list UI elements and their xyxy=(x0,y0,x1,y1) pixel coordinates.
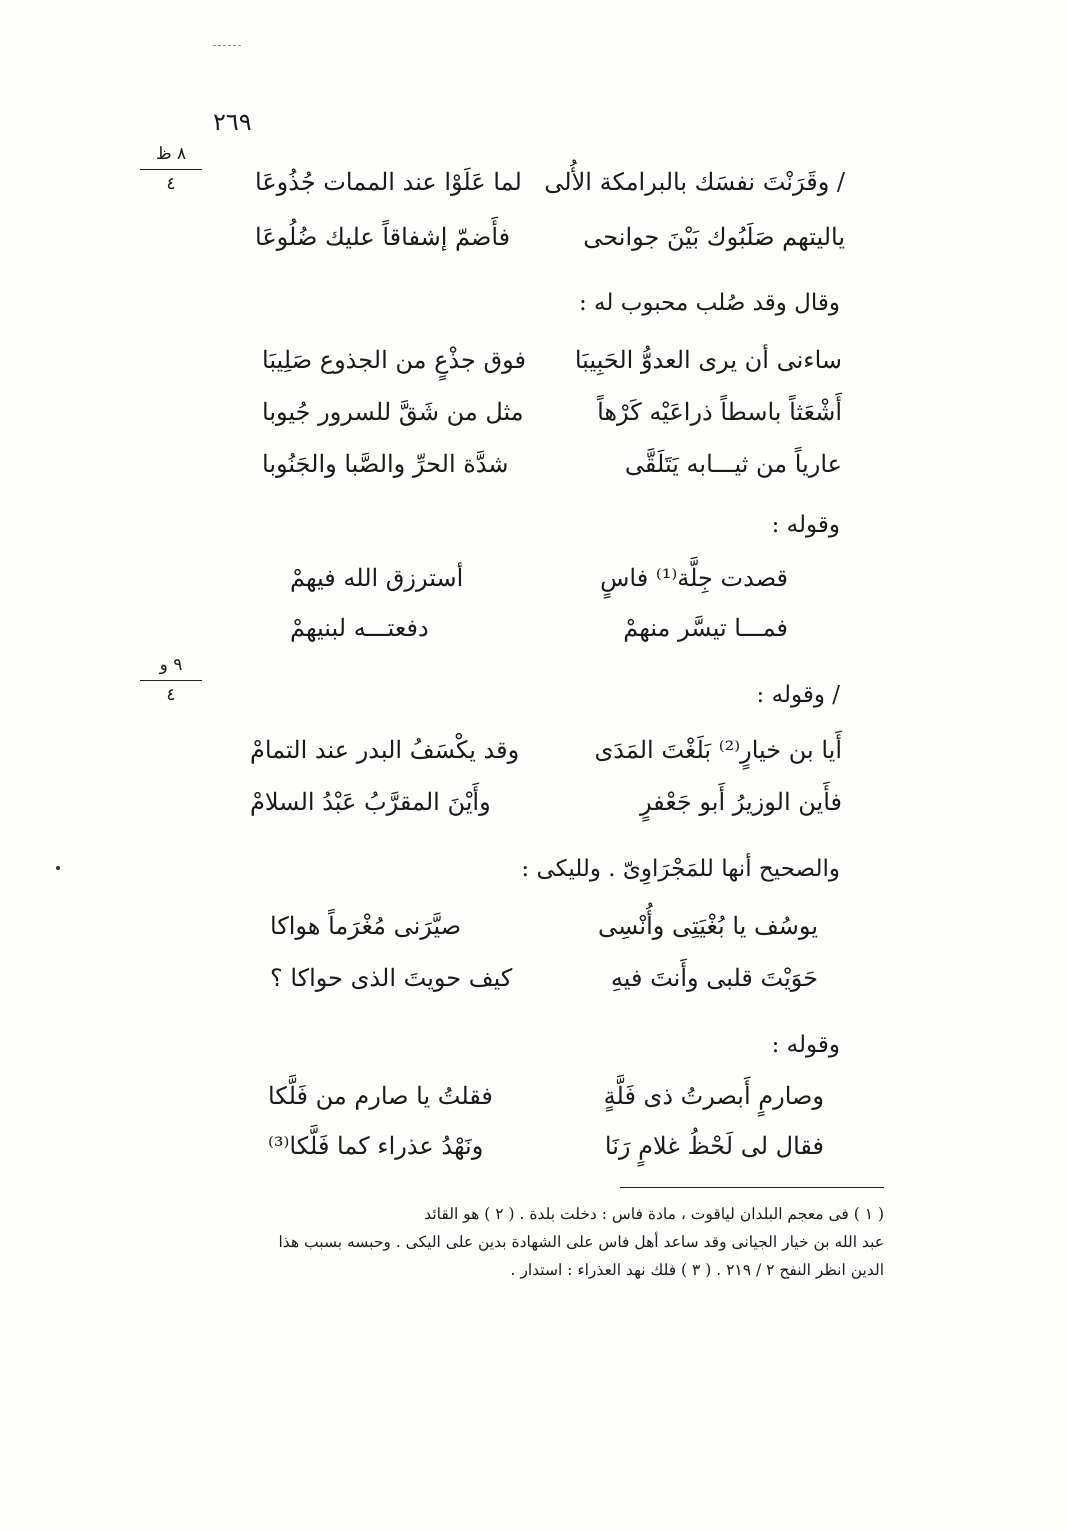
verse-second-hemistich: صيَّرَنى مُغْرَماً هواكا xyxy=(270,912,462,940)
verse-second-hemistich: فأَضمّ إشفاقاً عليك ضُلُوعَا xyxy=(255,223,511,251)
verse-first-hemistich: قصدت جِلَّة⁽¹⁾ فاسٍ xyxy=(600,564,788,592)
scan-artifact xyxy=(213,45,241,46)
verse-first-hemistich: فقال لى لَحْظُ غلامٍ رَنَا xyxy=(604,1132,824,1160)
folio-label: ٩ و xyxy=(159,655,183,675)
poem-introduction: / وقوله : xyxy=(756,682,840,708)
folio-number: ٤ xyxy=(166,685,176,705)
verse-first-hemistich: فأَين الوزيرُ أَبو جَعْفرٍ xyxy=(639,788,842,816)
poem-introduction: وقوله : xyxy=(771,1032,840,1058)
poem-introduction: وقوله : xyxy=(771,512,840,538)
verse-first-hemistich: ياليتهم صَلَبُوك بَيْنَ جوانحى xyxy=(583,223,845,251)
verse-first-hemistich: فمـــا تيسَّر منهمْ xyxy=(623,614,788,642)
footnote-separator xyxy=(620,1187,884,1188)
folio-number: ٤ xyxy=(166,174,176,194)
verse-second-hemistich: كيف حويتَ الذى حواكا ؟ xyxy=(270,964,513,992)
verse-second-hemistich: مثل من شَقَّ للسرور جُيوبا xyxy=(262,398,524,426)
verse-second-hemistich: دفعتـــه لبنيهمْ xyxy=(290,614,429,642)
verse-first-hemistich: وصارمٍ أَبصرتُ ذى فَلَّةٍ xyxy=(603,1082,824,1110)
verse-second-hemistich: فقلتُ يا صارم من فَلَّكا xyxy=(268,1082,493,1110)
verse-second-hemistich: وقد يكْسَفُ البدر عند التمامْ xyxy=(250,736,520,764)
verse-first-hemistich: أَيا بن خيارٍ⁽²⁾ بَلَغْتَ المَدَى xyxy=(594,736,842,764)
verse-first-hemistich: ساءنى أن يرى العدوُّ الحَبِيبَا xyxy=(574,346,842,374)
footnote-line: ( ١ ) فى معجم البلدان لياقوت ، مادة فاس : دخلت بلدة . ( ٢ ) هو القائد xyxy=(424,1205,884,1223)
verse-first-hemistich: أَشْعَثاً باسطاً ذراعَيْه كَرْهاً xyxy=(597,398,842,426)
footnote-line: عبد الله بن خيار الجيانى وقد ساعد أهل فاس على الشهادة بدين على اليكى . وحبسه بسبب هذا xyxy=(278,1233,884,1251)
verse-second-hemistich: أسترزق الله فيهمْ xyxy=(290,564,464,592)
folio-label: ٨ ظ xyxy=(155,144,187,164)
folio-marker xyxy=(140,146,202,193)
verse-first-hemistich: حَوَيْتَ قلبى وأَنتَ فيهِ xyxy=(610,964,818,992)
verse-second-hemistich: ونَهْدُ عذراء كما فَلَّكا⁽³⁾ xyxy=(268,1132,484,1160)
verse-second-hemistich: فوق جذْعٍ من الجذوع صَلِيبَا xyxy=(262,346,526,374)
verse-first-hemistich: عارياً من ثيـــابه يَتَلَقَّى xyxy=(624,450,842,478)
scan-speck xyxy=(56,866,60,870)
footnote-line: الدين انظر النفح ٢ / ٢١٩ . ( ٣ ) فلك نهد العذراء : استدار . xyxy=(510,1261,884,1279)
verse-first-hemistich: / وقَرَنْتَ نفسَك بالبرامكة الأُلى xyxy=(544,168,845,196)
verse-second-hemistich: شدَّة الحرِّ والصَّبا والجَنُوبا xyxy=(262,450,509,478)
verse-second-hemistich: وأَيْنَ المقرَّبُ عَبْدُ السلامْ xyxy=(250,788,491,816)
verse-second-hemistich: لما عَلَوْا عند الممات جُذُوعَا xyxy=(255,168,522,196)
folio-marker xyxy=(140,657,202,704)
footnotes xyxy=(190,1200,884,1284)
poem-introduction: وقال وقد صُلب محبوب له : xyxy=(578,290,840,316)
verse-first-hemistich: يوسُف يا بُغْيَتِى وأُنْسِى xyxy=(597,912,818,940)
page-number: ٢٦٩ xyxy=(213,108,252,136)
poem-introduction: والصحيح أنها للمَجْرَاوِىّ . ولليكى : xyxy=(521,856,840,882)
